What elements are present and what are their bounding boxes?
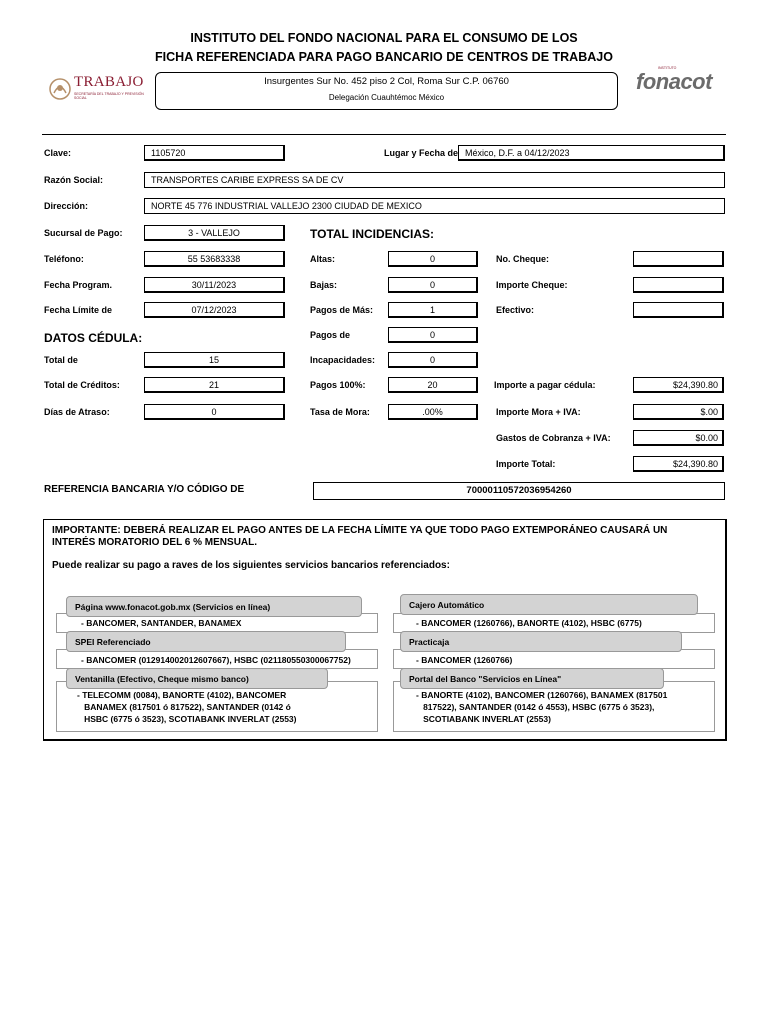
tasa-mora-field: .00%	[388, 404, 478, 420]
lugar-fecha-label: Lugar y Fecha de	[384, 148, 459, 158]
efectivo-field	[633, 302, 724, 318]
service-line: - BANCOMER (012914002012607667), HSBC (021180550300067752)	[81, 655, 351, 665]
no-cheque-label: No. Cheque:	[496, 254, 549, 264]
gastos-cobranza-label: Gastos de Cobranza + IVA:	[496, 433, 611, 443]
referencia-label: REFERENCIA BANCARIA Y/O CÓDIGO DE	[44, 484, 245, 495]
header-divider	[42, 134, 726, 135]
services-intro: Puede realizar su pago a raves de los siguientes servicios bancarios referenciados:	[52, 560, 450, 571]
bajas-label: Bajas:	[310, 280, 338, 290]
razon-social-field: TRANSPORTES CARIBE EXPRESS SA DE CV	[144, 172, 725, 188]
service-line: - BANORTE (4102), BANCOMER (1260766), BANAMEX (817501	[416, 690, 668, 700]
service-title-fonacot-web: Página www.fonacot.gob.mx (Servicios en línea)	[66, 596, 362, 617]
page-title-line2: FICHA REFERENCIADA PARA PAGO BANCARIO DE CENTROS DE TRABAJO	[155, 50, 613, 64]
altas-label: Altas:	[310, 254, 336, 264]
service-line: - BANCOMER (1260766)	[416, 655, 513, 665]
tasa-mora-label: Tasa de Mora:	[310, 407, 370, 417]
fecha-limite-field: 07/12/2023	[144, 302, 285, 318]
service-line: - BANCOMER (1260766), BANORTE (4102), HSBC (6775)	[416, 618, 642, 628]
pagos-100-field: 20	[388, 377, 478, 393]
no-cheque-field	[633, 251, 724, 267]
total-creditos-label: Total de Créditos:	[44, 380, 120, 390]
lugar-fecha-field: México, D.F. a 04/12/2023	[458, 145, 725, 161]
telefono-field: 55 53683338	[144, 251, 285, 267]
pagos-de-mas-field: 1	[388, 302, 478, 318]
service-line: SCOTIABANK INVERLAT (2553)	[416, 714, 551, 724]
fonacot-logo-subtext: INSTITUTO	[658, 66, 677, 70]
dias-atraso-field: 0	[144, 404, 285, 420]
efectivo-label: Efectivo:	[496, 305, 535, 315]
clave-label: Clave:	[44, 148, 72, 158]
referencia-field: 70000110572036954260	[313, 482, 725, 500]
fecha-program-label: Fecha Program.	[44, 280, 113, 290]
service-line: - TELECOMM (0084), BANORTE (4102), BANCOMER	[77, 690, 287, 700]
service-box-practicaja	[393, 649, 715, 669]
address-box	[155, 72, 618, 110]
service-title-spei: SPEI Referenciado	[66, 631, 346, 652]
coat-of-arms-icon	[48, 76, 72, 102]
telefono-label: Teléfono:	[44, 254, 84, 264]
service-line: 817522), SANTANDER (0142 ó 4553), HSBC (6775 ó 3523),	[416, 702, 655, 712]
address-text: Insurgentes Sur No. 452 piso 2 Col, Roma Sur C.P. 06760	[264, 76, 509, 87]
total-creditos-field: 21	[144, 377, 285, 393]
importe-cheque-label: Importe Cheque:	[496, 280, 568, 290]
gastos-cobranza-field: $0.00	[633, 430, 724, 446]
altas-field: 0	[388, 251, 478, 267]
fonacot-logo-text: fonacot	[636, 69, 712, 94]
page-title-line1: INSTITUTO DEL FONDO NACIONAL PARA EL CONSUMO DE LOS	[190, 31, 578, 45]
importe-mora-field: $.00	[633, 404, 724, 420]
sucursal-field: 3 - VALLEJO	[144, 225, 285, 241]
direccion-field: NORTE 45 776 INDUSTRIAL VALLEJO 2300 CIUDAD DE MEXICO	[144, 198, 725, 214]
important-line1: IMPORTANTE: DEBERÁ REALIZAR EL PAGO ANTES DE LA FECHA LÍMITE YA QUE TODO PAGO EXTEMPORÁNEO CAUSARÁ UN	[52, 525, 668, 536]
delegation-text: Delegación Cuauhtémoc México	[328, 93, 445, 102]
service-box-cajero	[393, 613, 715, 633]
pagos-100-label: Pagos 100%:	[310, 380, 366, 390]
service-title-practicaja: Practicaja	[400, 631, 682, 652]
importe-mora-label: Importe Mora + IVA:	[496, 407, 581, 417]
service-line: BANAMEX (817501 ó 817522), SANTANDER (0142 ó	[77, 702, 291, 712]
dias-atraso-label: Días de Atraso:	[44, 407, 110, 417]
importe-cedula-label: Importe a pagar cédula:	[494, 380, 596, 390]
service-box-spei	[56, 649, 378, 669]
incapacidades-label: Incapacidades:	[310, 355, 376, 365]
fecha-limite-label: Fecha Límite de	[44, 305, 113, 315]
service-title-ventanilla: Ventanilla (Efectivo, Cheque mismo banco)	[66, 668, 328, 689]
trabajo-logo	[48, 74, 148, 106]
pagos-de-mas-label: Pagos de Más:	[310, 305, 374, 315]
razon-social-label: Razón Social:	[44, 175, 104, 185]
incapacidades-field: 0	[388, 352, 478, 368]
pagos-de-field: 0	[388, 327, 478, 343]
sucursal-label: Sucursal de Pago:	[44, 228, 123, 238]
trabajo-logo-text: TRABAJO	[74, 74, 144, 90]
importe-cheque-field	[633, 277, 724, 293]
total-de-label: Total de	[44, 355, 78, 365]
pagos-de-label: Pagos de	[310, 330, 351, 340]
service-title-cajero: Cajero Automático	[400, 594, 698, 615]
total-incidencias-title: TOTAL INCIDENCIAS:	[310, 227, 435, 241]
datos-cedula-title: DATOS CÉDULA:	[44, 331, 143, 345]
clave-field: 1105720	[144, 145, 285, 161]
total-de-field: 15	[144, 352, 285, 368]
fonacot-logo	[636, 66, 726, 100]
importe-total-field: $24,390.80	[633, 456, 724, 472]
bajas-field: 0	[388, 277, 478, 293]
service-line: HSBC (6775 ó 3523), SCOTIABANK INVERLAT (2553)	[77, 714, 297, 724]
service-line: - BANCOMER, SANTANDER, BANAMEX	[81, 618, 242, 628]
trabajo-logo-subtext: SECRETARÍA DEL TRABAJO Y PREVISIÓN SOCIAL	[74, 92, 144, 100]
importe-cedula-field: $24,390.80	[633, 377, 724, 393]
importe-total-label: Importe Total:	[496, 459, 556, 469]
important-line2: INTERÉS MORATORIO DEL 6 % MENSUAL.	[52, 537, 258, 548]
direccion-label: Dirección:	[44, 201, 89, 211]
fecha-program-field: 30/11/2023	[144, 277, 285, 293]
service-title-portal-banco: Portal del Banco "Servicios en Línea"	[400, 668, 664, 689]
